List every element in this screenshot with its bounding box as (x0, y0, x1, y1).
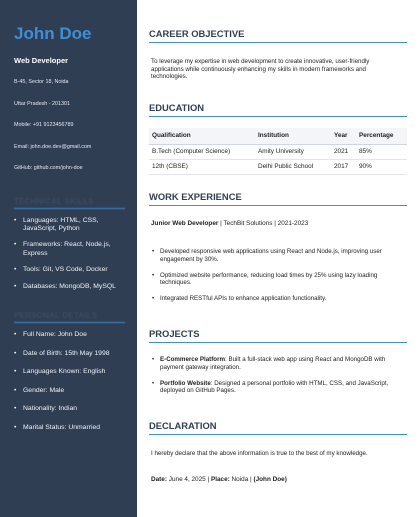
list-item: • Full Name: John Doe (14, 331, 125, 339)
table-cell: 2021 (331, 144, 356, 159)
skills-list (14, 217, 125, 291)
date-label: Date: (151, 476, 167, 483)
list-item: • Marital Status: Unmarried (14, 424, 125, 432)
list-item: • Databases: MongoDB, MySQL (14, 283, 125, 291)
list-item: • Languages: HTML, CSS, JavaScript, Python (14, 217, 125, 234)
job-title: Junior Web Developer (151, 220, 219, 227)
objective-heading: CAREER OBJECTIVE (149, 28, 407, 43)
work-heading: WORK EXPERIENCE (149, 191, 407, 206)
table-cell: 12th (CBSE) (149, 159, 255, 174)
candidate-name: John Doe (14, 24, 92, 43)
place-label: Place: (210, 476, 230, 483)
list-item: • Frameworks: React, Node.js, Express (14, 241, 125, 258)
table-row (149, 144, 407, 159)
table-cell: Delhi Public School (255, 159, 331, 174)
project-name: E-Commerce Platform (160, 356, 225, 363)
personal-section (14, 311, 125, 432)
project-name: Portfolio Website (160, 379, 211, 387)
contact-mobile: Mobile: +91 9123456789 (14, 122, 74, 128)
objective-text: To leverage my expertise in web development to create innovative, user-friendly applications while continuously enhancing my skills in modern frameworks and technologies. (151, 58, 370, 81)
education-table (149, 128, 407, 175)
list-item: • Gender: Male (14, 387, 125, 395)
table-row (149, 159, 407, 174)
main-content (149, 0, 407, 517)
list-item: • Optimized website performance, reducing load times by 25% using lazy loading techniques. (151, 272, 405, 288)
projects-list (151, 356, 405, 395)
table-header-row (149, 128, 407, 144)
column-header: Qualification (149, 128, 255, 144)
skills-heading: TECHNICAL SKILLS (14, 197, 125, 209)
place-value: Noida | (229, 476, 254, 483)
list-item: • Nationality: Indian (14, 405, 125, 413)
column-header: Year (331, 128, 356, 144)
job-company-dates: | TechBit Solutions | 2021-2023 (218, 220, 309, 227)
education-heading: EDUCATION (149, 102, 407, 117)
signature-name: (John Doe) (253, 476, 287, 483)
contact-address-line-2: Uttar Pradesh - 201301 (14, 100, 71, 107)
candidate-role: Web Developer (14, 56, 69, 65)
projects-heading: PROJECTS (149, 328, 407, 343)
list-item: • Developed responsive web applications using React and Node.js, improving user engagement by 30%. (151, 248, 405, 264)
table-cell: B.Tech (Computer Science) (149, 144, 255, 159)
list-item (151, 380, 405, 396)
contact-block (14, 79, 125, 187)
column-header: Percentage (356, 128, 407, 144)
project-description: : Designed a personal portfolio with HTML, CSS, and JavaScript, deployed on GitHub Pages. (160, 379, 389, 395)
contact-email: Email: john.doe.dev@gmail.com (14, 143, 92, 150)
table-cell: 85% (356, 144, 407, 159)
column-header: Institution (255, 128, 331, 144)
date-value: June 4, 2025 | (166, 476, 211, 483)
list-item (151, 356, 405, 372)
table-cell: 90% (356, 159, 407, 174)
personal-heading: PERSONAL DETAILS (14, 311, 125, 323)
contact-address-line-1: B-45, Sector 18, Noida (14, 79, 69, 85)
list-item: • Tools: Git, VS Code, Docker (14, 266, 125, 274)
personal-list (14, 331, 125, 432)
declaration-text: I hereby declare that the above information is true to the best of my knowledge. (151, 450, 368, 457)
table-cell: Amity University (255, 144, 331, 159)
sidebar (0, 0, 137, 517)
table-cell: 2017 (331, 159, 356, 174)
list-item: • Date of Birth: 15th May 1998 (14, 350, 125, 358)
skills-section (14, 197, 125, 291)
list-item: • Integrated RESTful APIs to enhance application functionality. (151, 295, 405, 303)
job-title-line (151, 220, 308, 227)
project-description: : Built a full-stack web app using React and MongoDB with payment gateway integration. (160, 356, 386, 371)
list-item: • Languages Known: English (14, 368, 125, 376)
work-bullets (151, 248, 405, 303)
declaration-date-line (151, 476, 287, 483)
contact-github: GitHub: github.com/john-doe (14, 165, 83, 171)
declaration-heading: DECLARATION (149, 420, 407, 435)
